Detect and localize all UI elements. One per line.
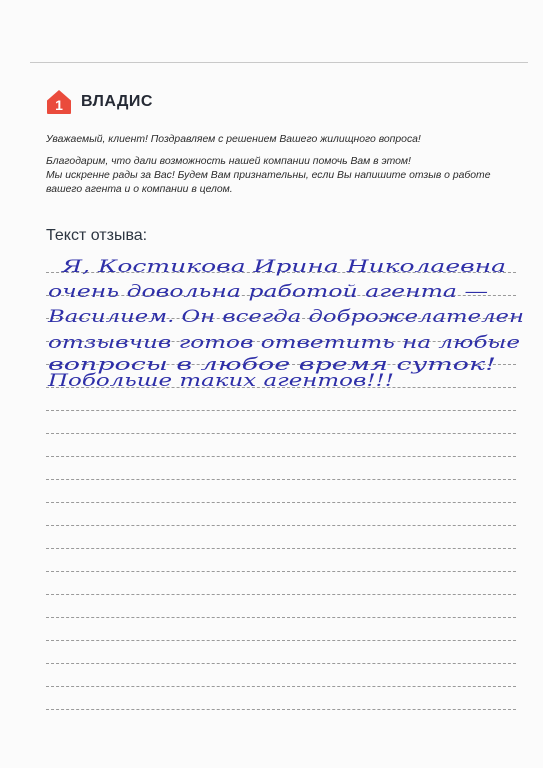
review-heading: Текст отзыва: bbox=[46, 227, 148, 244]
logo-mark-text: 1 bbox=[55, 97, 63, 113]
intro-thanks: Благодарим, что дали возможность нашей компании помочь Вам в этом! bbox=[46, 156, 411, 167]
handwritten-line: Я, Костикова Ирина Николаевна bbox=[60, 257, 506, 277]
handwritten-line: очень довольна работой агента — bbox=[48, 282, 488, 302]
handwritten-line: Василием. Он всегда доброжелателен bbox=[46, 307, 525, 327]
brand-name: ВЛАДИС bbox=[81, 93, 153, 110]
handwritten-line: отзывчив готов ответить на любые bbox=[48, 333, 520, 353]
intro-greeting: Уважаемый, клиент! Поздравляем с решением Вашего жилищного вопроса! bbox=[46, 134, 421, 145]
handwritten-line: Побольше таких агентов!!! bbox=[46, 371, 395, 391]
handwritten-line: вопросы в любое время суток! bbox=[48, 355, 496, 375]
intro-request: Мы искренне рады за Вас! Будем Вам признательны, если Вы напишите отзыв о работе bbox=[46, 170, 491, 181]
intro-request-cont: вашего агента и о компании в целом. bbox=[46, 184, 233, 195]
